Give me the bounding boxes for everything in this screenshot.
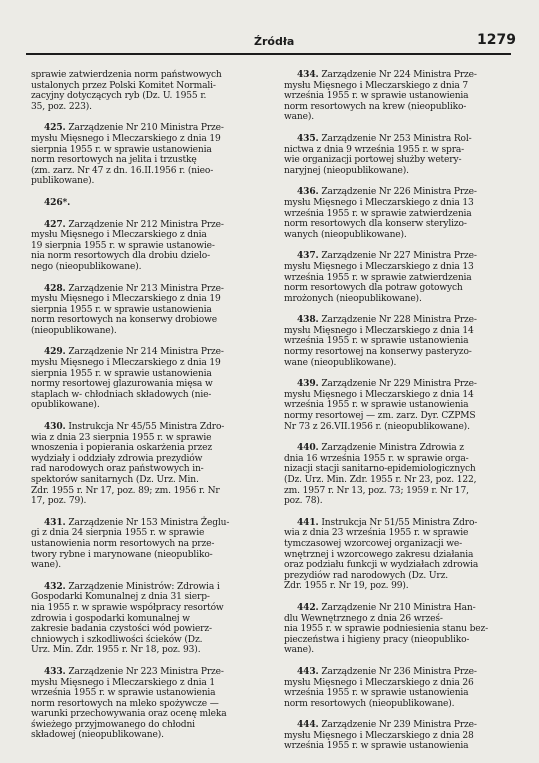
entry-line: [31, 70, 267, 81]
entry-text: Zarządzenie Nr 229 Ministra Prze-: [321, 379, 477, 390]
entry-text: warunki przechowywania oraz ocenę mleka: [31, 709, 227, 720]
entry-line: [284, 112, 520, 123]
entry-line: [31, 294, 267, 305]
entry-line: [284, 603, 520, 614]
entry-number: 432.: [44, 580, 66, 592]
entry-text: 19 sierpnia 1955 r. w sprawie ustanowie-: [31, 240, 215, 251]
entry-text: poz. 78).: [284, 496, 323, 507]
entry-line: [284, 443, 520, 454]
entry-number: 429.: [44, 346, 66, 358]
entry: [31, 123, 267, 187]
entry-line: [284, 624, 520, 635]
entry-text: sierpnia 1955 r. w sprawie ustanowienia: [31, 368, 212, 379]
entry-number: 427.: [44, 218, 66, 230]
entry-text: norm resortowych dla konserw sterylizo-: [284, 219, 467, 230]
entry-line: [31, 730, 267, 741]
entry-line: [284, 678, 520, 689]
entry-text: mysłu Mięsnego i Mleczarskiego z dnia 19: [31, 358, 221, 369]
entry-text: Nr 73 z 26.VII.1956 r. (nieopublikowane).: [284, 421, 470, 432]
entry-text: norm resortowych na krew (nieopubliko-: [284, 101, 467, 112]
entry-text: Urz. Min. Zdr. 1955 r. Nr 18, poz. 93).: [31, 645, 201, 656]
entry-text: Zarządzenie Nr 239 Ministra Prze-: [321, 720, 477, 731]
entry-line: [31, 454, 267, 465]
header-rule: [26, 53, 511, 55]
entry-text: normy resortowej na konserwy pasteryzo-: [284, 347, 472, 358]
entry-text: nia norm resortowych dla drobiu dzielo-: [31, 251, 211, 262]
entry-line: [284, 528, 520, 539]
entry-line: [31, 262, 267, 273]
entry-line: [284, 230, 520, 241]
entry-text: Zarządzenie Nr 227 Ministra Prze-: [321, 251, 477, 262]
entry-number: 428.: [44, 282, 66, 294]
entry-text: września 1955 r. w sprawie ustanowienia: [284, 741, 469, 752]
entry-text: wnętrznej i wzorcowego zakresu działania: [284, 549, 474, 560]
entry: [284, 187, 520, 240]
entry: [31, 220, 267, 273]
entry-line: [31, 635, 267, 646]
entry-line: [31, 486, 267, 497]
entry: [31, 70, 267, 112]
entry-line: [31, 528, 267, 539]
entry-number: 435.: [297, 132, 319, 144]
entry: [284, 443, 520, 507]
entry-line: [284, 454, 520, 465]
entry-text: mysłu Mięsnego i Mleczarskiego z dnia 13: [284, 261, 474, 272]
entry-line: [31, 198, 267, 209]
entry-line: [31, 155, 267, 166]
entry-text: normy resortowej glazurowania mięsa w: [31, 379, 213, 390]
entry-line: [31, 176, 267, 187]
entry-line: [31, 251, 267, 262]
entry-text: mysłu Mięsnego i Mleczarskiego z dnia 19: [31, 294, 221, 305]
entry-line: [284, 209, 520, 220]
entry-line: [31, 305, 267, 316]
entry: [284, 315, 520, 368]
entry-text: twory rybne i marynowane (nieopubliko-: [31, 549, 213, 560]
entry-line: [31, 315, 267, 326]
entry-text: Zarządzenie Nr 153 Ministra Żeglu-: [68, 517, 230, 528]
entry-line: [284, 539, 520, 550]
entry-line: [31, 709, 267, 720]
entry-text: nia 1955 r. w sprawie podniesienia stanu bez-: [284, 624, 489, 635]
entry-line: [284, 358, 520, 369]
entry-line: [31, 166, 267, 177]
entry-text: publikowane).: [31, 176, 95, 187]
entry-line: [31, 624, 267, 635]
entry-number: 437.: [297, 250, 319, 262]
entry-line: [31, 464, 267, 475]
entry-text: Zarządzenie Nr 214 Ministra Prze-: [68, 347, 224, 358]
entry: [31, 582, 267, 656]
entry-line: [284, 731, 520, 742]
entry-line: [31, 678, 267, 689]
entry-text: (nieopublikowane).: [31, 325, 117, 336]
entry-text: nictwa z dnia 9 września 1955 r. w spra-: [284, 144, 465, 155]
entry-number: 444.: [297, 719, 319, 731]
entry-text: rad narodowych oraz państwowych in-: [31, 464, 204, 475]
entry-text: wia z dnia 23 września 1955 r. w sprawie: [284, 528, 469, 539]
entry-text: świeżego przyjmowanego do chłodni: [31, 719, 195, 730]
entry-text: ustalonych przez Polski Komitet Normali-: [31, 80, 216, 91]
entry-text: Zarządzenie Nr 228 Ministra Prze-: [321, 315, 477, 326]
entry-line: [31, 496, 267, 507]
entry-text: Zarządzenie Nr 210 Ministra Han-: [321, 602, 476, 613]
entry-text: Zarządzenie Nr 210 Ministra Prze-: [68, 123, 224, 134]
entry: [284, 134, 520, 176]
entry-text: (zm. zarz. Nr 47 z dn. 16.II.1956 r. (nieo-: [31, 165, 214, 176]
entry-line: [31, 614, 267, 625]
entry-text: wia z dnia 23 sierpnia 1955 r. w sprawie: [31, 432, 212, 443]
entry-line: [284, 581, 520, 592]
entry-line: [284, 187, 520, 198]
entry: [284, 70, 520, 123]
entry-text: Zarządzenie Nr 213 Ministra Prze-: [68, 283, 224, 294]
entry-line: [284, 262, 520, 273]
entry-text: mysłu Mięsnego i Mleczarskiego z dnia 26: [284, 677, 474, 688]
entry-line: [284, 347, 520, 358]
entry-text: wanych (nieopublikowane).: [284, 229, 407, 240]
entry-text: września 1955 r. w sprawie zatwierdzenia: [284, 208, 472, 219]
entry-text: spektorów sanitarnych (Dz. Urz. Min.: [31, 475, 199, 485]
entry-line: [284, 379, 520, 390]
entry-line: [284, 145, 520, 156]
entry-line: [284, 283, 520, 294]
entry-text: gi z dnia 24 sierpnia 1955 r. w sprawie: [31, 528, 205, 539]
entry-line: [284, 720, 520, 731]
entry-line: [284, 315, 520, 326]
entry-text: nia 1955 r. w sprawie współpracy resortów: [31, 602, 224, 613]
entry-line: [284, 699, 520, 710]
entry-text: Instrukcja Nr 45/55 Ministra Zdro-: [68, 422, 225, 433]
entry-line: [31, 347, 267, 358]
entry-line: [31, 91, 267, 102]
entry-text: wane (nieopublikowane).: [284, 357, 397, 368]
entry-line: [31, 400, 267, 411]
entry-text: września 1955 r. w sprawie ustanowienia: [284, 688, 469, 699]
entry-number: 431.: [44, 516, 66, 528]
entry-line: [31, 145, 267, 156]
entry-text: sierpnia 1955 r. w sprawie ustanowienia: [31, 304, 212, 315]
entry-number: 434.: [297, 69, 319, 80]
entry-line: [31, 688, 267, 699]
entry-line: [284, 326, 520, 337]
entry-text: mysłu Mięsnego i Mleczarskiego z dnia 28: [284, 730, 474, 741]
entry: [284, 603, 520, 656]
entry-text: naryjnej (nieopublikowane).: [284, 165, 409, 176]
entry-text: wane).: [284, 112, 314, 123]
entry-line: [31, 230, 267, 241]
entry-line: [31, 443, 267, 454]
entry: [31, 198, 267, 209]
entry-line: [284, 486, 520, 497]
entry-text: zacyjny dotyczących ryb (Dz. U. 1955 r.: [31, 91, 207, 102]
entry-line: [31, 358, 267, 369]
entry-line: [31, 369, 267, 380]
entry-text: Zdr. 1955 r. Nr 17, poz. 89; zm. 1956 r. Nr: [31, 485, 220, 496]
entry-line: [284, 645, 520, 656]
entry-line: [31, 433, 267, 444]
entry-line: [31, 326, 267, 337]
entry-line: [31, 550, 267, 561]
entry-text: Zarządzenie Nr 226 Ministra Prze-: [321, 187, 477, 198]
entry-text: dnia 16 września 1955 r. w sprawie orga-: [284, 453, 469, 464]
entry-text: składowej (nieopublikowane).: [31, 730, 164, 741]
right-column: [284, 70, 520, 763]
entry-line: [31, 720, 267, 731]
entry-text: wane).: [31, 560, 61, 571]
entry-line: [284, 91, 520, 102]
entry-text: prezydiów rad narodowych (Dz. Urz.: [284, 570, 449, 581]
entry-line: [284, 667, 520, 678]
entry-line: [284, 411, 520, 422]
entry-text: norm resortowych na mleko spożywcze —: [31, 698, 219, 709]
entry-line: [284, 219, 520, 230]
entry-line: [284, 198, 520, 209]
entry-text: ustanowienia norm resortowych na prze-: [31, 538, 215, 549]
entry-text: września 1955 r. w sprawie ustanowienia: [284, 400, 469, 411]
entry-line: [284, 560, 520, 571]
entry-text: sprawie zatwierdzenia norm państwowych: [31, 70, 222, 80]
entry-line: [284, 400, 520, 411]
entry-line: [284, 741, 520, 752]
entry-text: mrożonych (nieopublikowane).: [284, 293, 422, 304]
entry-number: 438.: [297, 314, 319, 326]
entry-text: września 1955 r. w sprawie zatwierdzenia: [284, 272, 472, 283]
entry-text: mysłu Mięsnego i Mleczarskiego z dnia 1: [31, 677, 216, 688]
entry-line: [31, 560, 267, 571]
entry-number: 436.: [297, 186, 319, 198]
entry-line: [284, 496, 520, 507]
entry-text: Zarządzenie Nr 236 Ministra Prze-: [321, 666, 477, 677]
entry-line: [284, 134, 520, 145]
entry-text: norm resortowych dla potraw gotowych: [284, 283, 463, 294]
entry-line: [31, 390, 267, 401]
entry-text: Instrukcja Nr 51/55 Ministra Zdro-: [321, 517, 478, 528]
entry-text: normy resortowej — zm. zarz. Dyr. CZPMS: [284, 411, 476, 422]
entry-text: norm resortowych (nieopublikowane).: [284, 698, 455, 709]
entry-line: [284, 688, 520, 699]
entry-line: [284, 550, 520, 561]
entry-text: norm resortowych na jelita i trzustkę: [31, 155, 197, 166]
entry-text: nizacji stacji sanitarno-epidemiologicznych: [284, 464, 476, 475]
entry-line: [31, 102, 267, 113]
entry-text: wydziały i oddziały zdrowia prezydiów: [31, 453, 203, 464]
entry-text: pieczeństwa i higieny pracy (nieopubliko-: [284, 634, 470, 645]
entry-text: tymczasowej wzorcowej organizacji we-: [284, 538, 463, 549]
entry-text: mysłu Mięsnego i Mleczarskiego z dnia 7: [284, 80, 469, 91]
entry-line: [31, 134, 267, 145]
entry-number: 439.: [297, 378, 319, 390]
entry-line: [31, 123, 267, 134]
entry-text: Zarządzenie Nr 212 Ministra Prze-: [68, 219, 224, 230]
entry-number: 440.: [297, 442, 319, 454]
entry-line: [31, 475, 267, 486]
entry-line: [31, 241, 267, 252]
entry-line: [31, 422, 267, 433]
entry-text: Gospodarki Komunalnej z dnia 31 sierp-: [31, 592, 210, 603]
entry-text: mysłu Mięsnego i Mleczarskiego z dnia 14: [284, 389, 474, 400]
entry-line: [284, 273, 520, 284]
entry-line: [284, 518, 520, 529]
entry: [284, 667, 520, 709]
entry-text: dlu Wewnętrznego z dnia 26 wrześ-: [284, 613, 443, 624]
entry-line: [31, 81, 267, 92]
entry-number: 425.: [44, 122, 66, 134]
left-column: [31, 70, 267, 752]
entry-text: sierpnia 1955 r. w sprawie ustanowienia: [31, 144, 212, 155]
entry-text: września 1955 r. w sprawie ustanowienia: [284, 91, 469, 102]
entry-line: [31, 645, 267, 656]
entry-line: [31, 220, 267, 231]
entry-text: września 1955 r. w sprawie ustanowienia: [284, 336, 469, 347]
entry: [284, 720, 520, 752]
entry-text: Zdr. 1955 r. Nr 19, poz. 99).: [284, 581, 409, 592]
entry-line: [31, 518, 267, 529]
entry-text: wie organizacji portowej służby wetery-: [284, 155, 462, 166]
entry-number: 441.: [297, 516, 319, 528]
entry-text: zm. 1957 r. Nr 13, poz. 73; 1959 r. Nr 17,: [284, 485, 469, 496]
entry-line: [284, 102, 520, 113]
running-header-title: Źródła: [254, 35, 295, 48]
entry-text: chniowych i szkodliwości ścieków (Dz.: [31, 634, 203, 645]
entry-line: [31, 284, 267, 295]
entry-number: 442.: [297, 601, 319, 613]
entry-line: [284, 155, 520, 166]
entry: [31, 422, 267, 507]
entry-text: Zarządzenie Nr 253 Ministra Rol-: [321, 133, 472, 144]
entry-text: 17, poz. 79).: [31, 496, 87, 507]
entry-line: [31, 379, 267, 390]
entry-line: [284, 571, 520, 582]
entry-text: Zarządzenie Nr 224 Ministra Prze-: [321, 70, 477, 80]
entry-text: mysłu Mięsnego i Mleczarskiego z dnia 13: [284, 197, 474, 208]
entry-line: [284, 336, 520, 347]
entry-line: [31, 592, 267, 603]
entry-text: (Dz. Urz. Min. Zdr. 1955 r. Nr 23, poz. 122,: [284, 475, 477, 485]
entry-text: zdrowia i gospodarki komunalnej w: [31, 613, 190, 624]
entry-line: [284, 294, 520, 305]
entry-text: wane).: [284, 645, 314, 656]
entry: [31, 284, 267, 337]
entry-line: [31, 603, 267, 614]
entry: [284, 379, 520, 432]
entry-text: Zarządzenie Nr 223 Ministra Prze-: [68, 666, 224, 677]
entry-text: września 1955 r. w sprawie ustanowienia: [31, 688, 216, 699]
entry-text: mysłu Mięsnego i Mleczarskiego z dnia: [31, 230, 207, 241]
entry-line: [284, 635, 520, 646]
entry-text: oraz podziału funkcji w wydziałach zdrowia: [284, 560, 479, 571]
page-number: 1279: [477, 32, 516, 48]
entry: [284, 518, 520, 592]
entry: [31, 667, 267, 741]
entry-number: 443.: [297, 665, 319, 677]
entry-line: [31, 582, 267, 593]
entry-number: 426*.: [44, 196, 71, 208]
entry: [31, 347, 267, 411]
entry-text: wnoszenia i popierania oskarżenia przez: [31, 443, 213, 454]
entry-text: 35, poz. 223).: [31, 101, 92, 112]
entry-text: staplach w- chłodniach składowych (nie-: [31, 389, 212, 400]
entry-line: [284, 390, 520, 401]
entry-text: Zarządzenie Ministrów: Zdrowia i: [68, 581, 220, 592]
entry-line: [284, 464, 520, 475]
entry-text: opublikowane).: [31, 400, 100, 411]
entry-line: [31, 667, 267, 678]
entry-text: mysłu Mięsnego i Mleczarskiego z dnia 19: [31, 133, 221, 144]
entry-line: [284, 475, 520, 486]
entry-line: [284, 251, 520, 262]
entry-line: [31, 539, 267, 550]
entry-text: Zarządzenie Ministra Zdrowia z: [321, 443, 464, 454]
entry-text: zakresie badania czystości wód powierz-: [31, 624, 212, 635]
entry-text: nego (nieopublikowane).: [31, 261, 142, 272]
entry-number: 430.: [44, 421, 66, 433]
entry-line: [284, 422, 520, 433]
entry: [31, 518, 267, 571]
entry-text: norm resortowych na konserwy drobiowe: [31, 315, 217, 326]
entry-number: 433.: [44, 665, 66, 677]
entry-line: [284, 81, 520, 92]
entry-text: mysłu Mięsnego i Mleczarskiego z dnia 14: [284, 325, 474, 336]
entry-line: [284, 70, 520, 81]
entry-line: [284, 166, 520, 177]
entry-line: [31, 699, 267, 710]
entry-line: [284, 614, 520, 625]
entry: [284, 251, 520, 304]
